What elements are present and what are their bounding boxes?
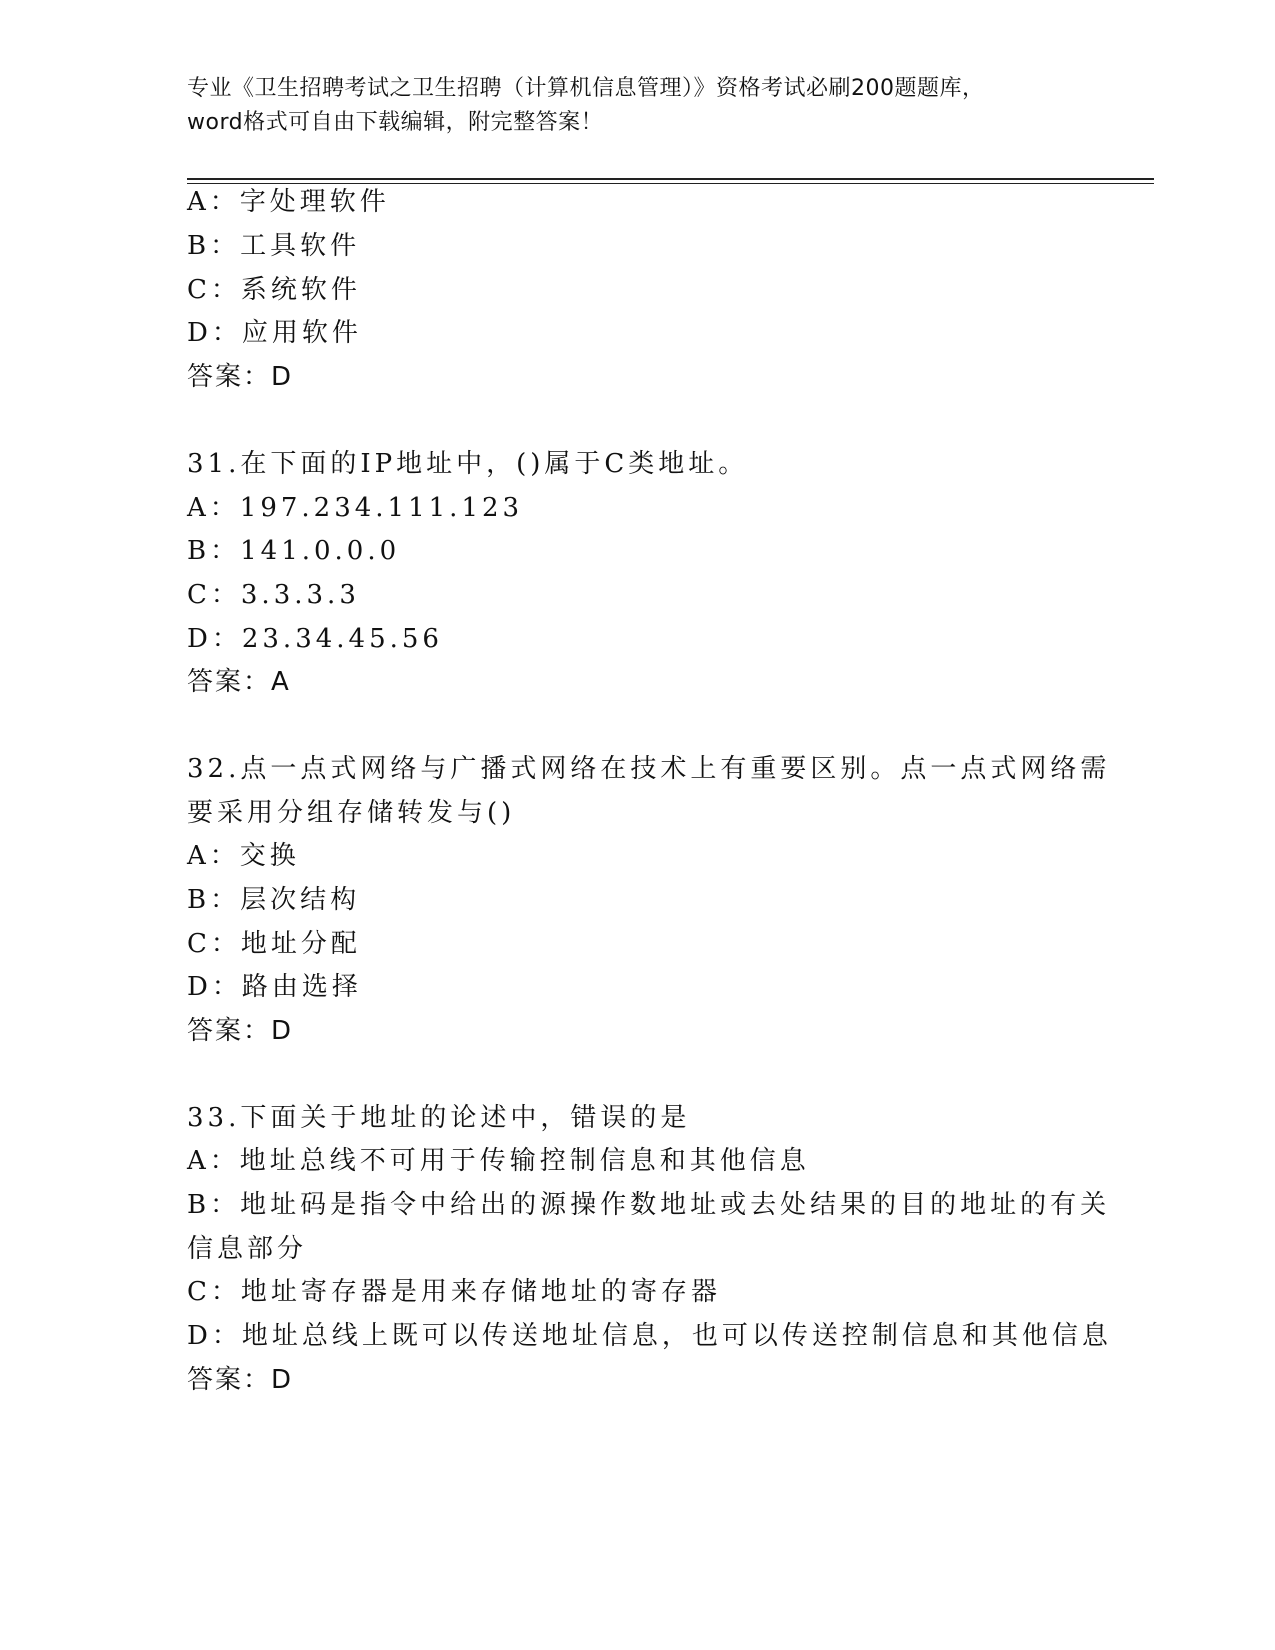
q33-option-c: C：地址寄存器是用来存储地址的寄存器 [187,1277,721,1307]
q33-question: 33.下面关于地址的论述中，错误的是 [187,1103,691,1133]
q33-option-a: A：地址总线不可用于传输控制信息和其他信息 [187,1146,810,1176]
q31-answer: 答案：A [187,667,291,697]
q32-option-b: B：层次结构 [187,885,361,915]
q31-option-a: A：197.234.111.123 [187,493,524,523]
header-divider-thick [187,178,1154,180]
q31-option-b: B：141.0.0.0 [187,536,401,566]
q31-option-c: C：3.3.3.3 [187,580,360,610]
q30-answer: 答案：D [187,362,294,392]
q32-answer: 答案：D [187,1016,294,1046]
q32-question-line-1: 32.点一点式网络与广播式网络在技术上有重要区别。点一点式网络需 [187,754,1111,784]
header-title-line-1: 专业《卫生招聘考试之卫生招聘（计算机信息管理）》资格考试必刷200题题库， [187,76,985,101]
q33-option-b-line-1: B：地址码是指令中给出的源操作数地址或去处结果的目的地址的有关 [187,1190,1111,1220]
q33-option-b-line-2: 信息部分 [187,1234,308,1264]
q30-option-b: B：工具软件 [187,231,361,261]
q32-option-a: A：交换 [187,841,300,871]
header-title-line-2: word格式可自由下载编辑，附完整答案！ [187,110,604,135]
document-header [187,72,1087,140]
q32-option-c: C：地址分配 [187,929,361,959]
q33-option-d: D：地址总线上既可以传送地址信息，也可以传送控制信息和其他信息 [187,1321,1112,1351]
q32-option-d: D：路由选择 [187,972,362,1002]
q33-answer: 答案：D [187,1365,294,1395]
q30-option-c: C：系统软件 [187,275,361,305]
q30-option-a: A：字处理软件 [187,187,390,217]
header-divider-thin [187,183,1154,184]
q31-option-d: D：23.34.45.56 [187,624,443,654]
q30-option-d: D：应用软件 [187,318,362,348]
q32-question-line-2: 要采用分组存储转发与() [187,798,516,828]
q31-question: 31.在下面的IP地址中，()属于C类地址。 [187,449,749,479]
